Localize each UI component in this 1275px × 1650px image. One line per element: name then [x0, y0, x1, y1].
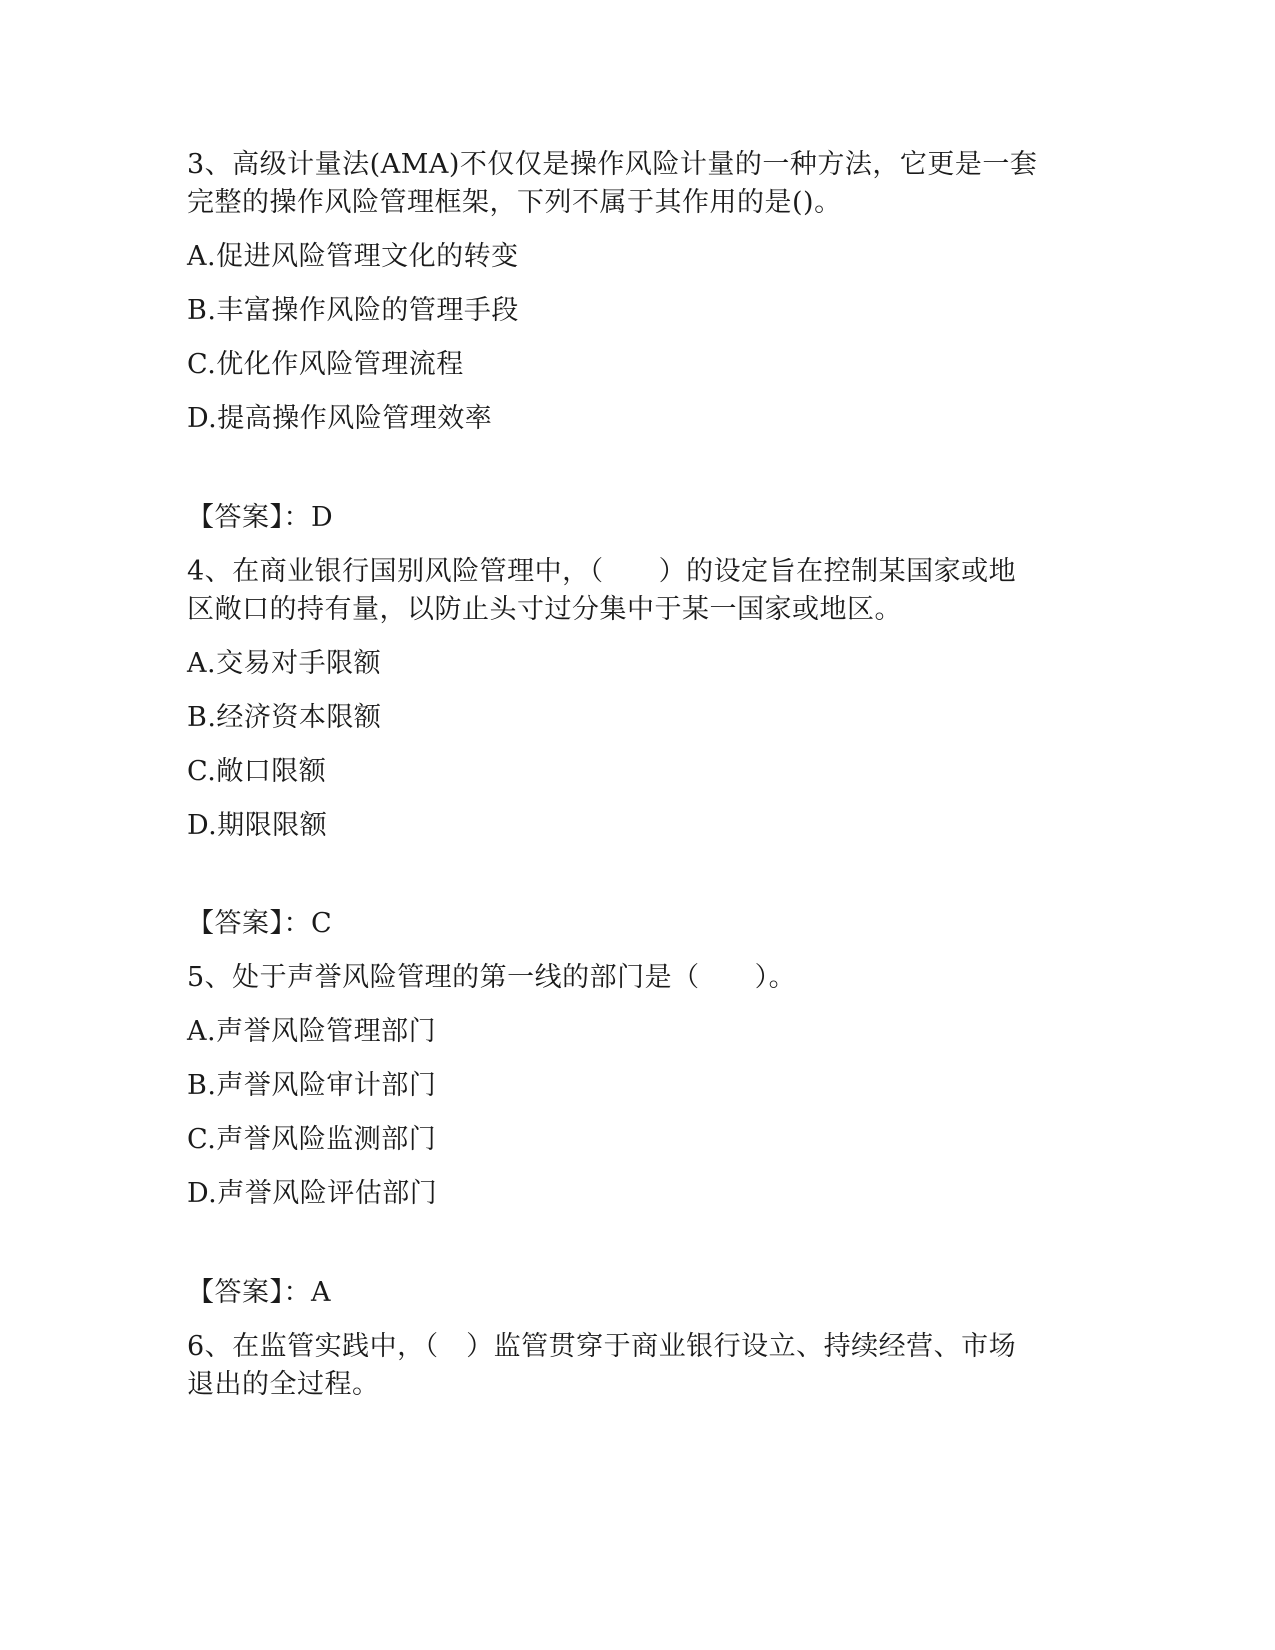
question-4-stem-line-1: 4、在商业银行国别风险管理中，（ ）的设定旨在控制某国家或地	[187, 556, 1017, 587]
question-3-stem-line-2: 完整的操作风险管理框架，下列不属于其作用的是()。	[187, 187, 842, 218]
question-5-answer: 【答案】：A	[187, 1277, 331, 1308]
question-5-option-b: B.声誉风险审计部门	[187, 1070, 437, 1101]
question-4-answer: 【答案】：C	[187, 908, 333, 939]
question-5-option-a: A.声誉风险管理部门	[187, 1016, 437, 1047]
question-3-answer: 【答案】：D	[187, 502, 334, 533]
question-3-option-d: D.提高操作风险管理效率	[187, 403, 493, 434]
question-3-option-c: C.优化作风险管理流程	[187, 349, 464, 380]
question-4-option-d: D.期限限额	[187, 810, 328, 841]
question-3-stem-line-1: 3、高级计量法(AMA)不仅仅是操作风险计量的一种方法，它更是一套	[187, 149, 1038, 180]
question-5-option-d: D.声誉风险评估部门	[187, 1178, 438, 1209]
question-5-stem-line-1: 5、处于声誉风险管理的第一线的部门是（ ）。	[187, 962, 797, 993]
question-5-option-c: C.声誉风险监测部门	[187, 1124, 437, 1155]
question-4-option-c: C.敞口限额	[187, 756, 327, 787]
question-4-option-b: B.经济资本限额	[187, 702, 382, 733]
question-4-stem-line-2: 区敞口的持有量，以防止头寸过分集中于某一国家或地区。	[187, 594, 902, 625]
question-6-stem-line-2: 退出的全过程。	[187, 1369, 380, 1400]
question-3-option-b: B.丰富操作风险的管理手段	[187, 295, 519, 326]
question-4-option-a: A.交易对手限额	[187, 648, 382, 679]
question-3-option-a: A.促进风险管理文化的转变	[187, 241, 519, 272]
question-6-stem-line-1: 6、在监管实践中，（ ）监管贯穿于商业银行设立、持续经营、市场	[187, 1331, 1017, 1362]
